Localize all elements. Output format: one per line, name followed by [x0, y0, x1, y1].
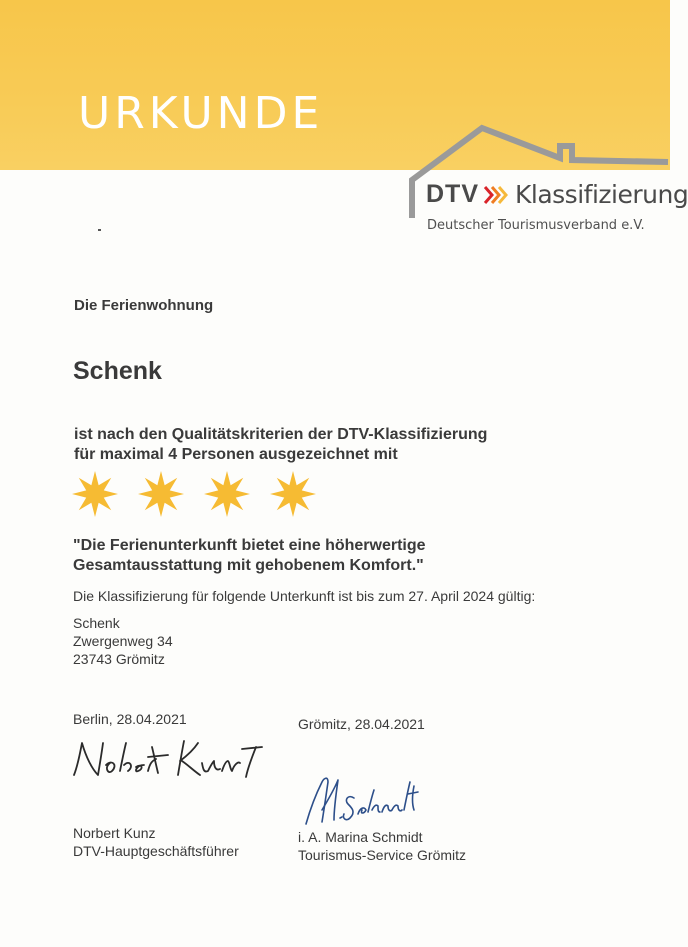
logo-organization: Deutscher Tourismusverband e.V. [427, 218, 645, 233]
rating-description [73, 536, 426, 576]
signer-right [298, 828, 466, 864]
star-icon [203, 470, 251, 518]
signer-left [73, 824, 239, 860]
signer-role: Tourismus-Service Grömitz [298, 847, 467, 863]
place-date-right: Grömitz, 28.04.2021 [298, 716, 425, 732]
star-rating [71, 470, 317, 518]
chevron-arrows-icon [483, 184, 509, 206]
address-line: Zwergenweg 34 [73, 633, 173, 649]
signature-right [298, 770, 433, 828]
accommodation-name: Schenk [73, 357, 162, 385]
quote-line: "Die Ferienunterkunft bietet eine höherwertige [73, 537, 426, 554]
dtv-logo [426, 180, 688, 209]
address-block [73, 614, 173, 668]
address-line: Schenk [73, 615, 120, 631]
criteria-line: ist nach den Qualitätskriterien der DTV-Klassifizierung [74, 426, 488, 443]
criteria-line: für maximal 4 Personen ausgezeichnet mit [74, 446, 398, 463]
criteria-text [74, 425, 487, 465]
star-icon [137, 470, 185, 518]
signer-name: i. A. Marina Schmidt [298, 829, 423, 845]
star-icon [269, 470, 317, 518]
address-line: 23743 Grömitz [73, 651, 165, 667]
quote-line: Gesamtausstattung mit gehobenem Komfort." [73, 557, 424, 574]
signature-left [70, 735, 270, 785]
validity-text: Die Klassifizierung für folgende Unterkunft ist bis zum 27. April 2024 gültig: [73, 588, 536, 604]
document-title: URKUNDE [78, 88, 324, 139]
scan-speck [98, 229, 101, 231]
place-date-left: Berlin, 28.04.2021 [73, 711, 187, 727]
accommodation-type: Die Ferienwohnung [74, 297, 214, 314]
logo-product: Klassifizierung [515, 180, 688, 209]
signer-role: DTV-Hauptgeschäftsführer [73, 843, 239, 859]
signer-name: Norbert Kunz [73, 825, 156, 841]
star-icon [71, 470, 119, 518]
logo-brand: DTV [426, 180, 479, 208]
